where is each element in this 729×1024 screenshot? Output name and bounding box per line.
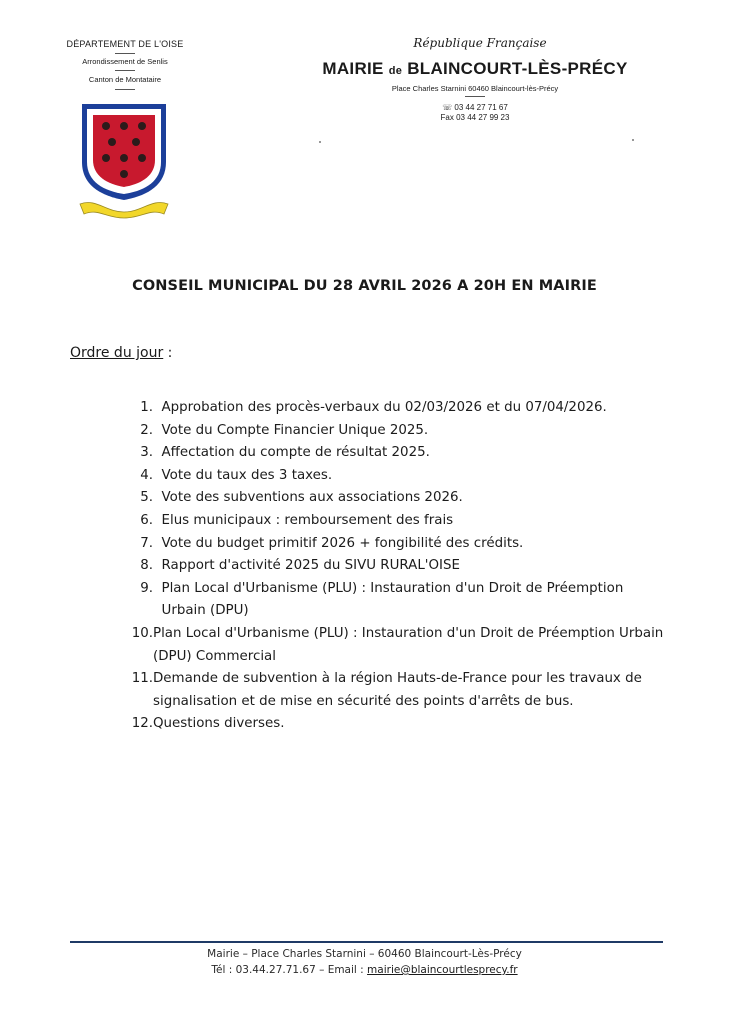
coat-of-arms-icon	[76, 100, 172, 220]
agenda-text: Demande de subvention à la région Hauts-de-France pour les travaux de signalisation et de mise en sécurité des points d'arrêts de bus.	[153, 671, 642, 709]
agenda-item	[125, 713, 670, 736]
agenda-text: Approbation des procès-verbaux du 02/03/2026 et du 07/04/2026.	[161, 400, 607, 415]
page-title: CONSEIL MUNICIPAL DU 28 AVRIL 2026 A 20H EN MAIRIE	[132, 278, 597, 294]
agenda-number: 4.	[140, 467, 153, 483]
agenda-item	[125, 420, 670, 443]
agenda-text: Vote du taux des 3 taxes.	[161, 467, 333, 483]
agenda-item	[125, 668, 670, 713]
footer-address: Mairie – Place Charles Starnini – 60460 Blaincourt-Lès-Précy	[207, 948, 522, 960]
agenda-text: Vote du Compte Financier Unique 2025.	[161, 422, 429, 438]
agenda-text: Vote du budget primitif 2026 + fongibilité des crédits.	[161, 535, 524, 551]
mairie-prefix: MAIRIE	[322, 59, 384, 78]
agenda-item	[125, 578, 670, 623]
agenda-text: Questions diverses.	[153, 716, 285, 732]
header-divider	[465, 96, 485, 97]
header-divider	[115, 53, 135, 54]
agenda-number: 12.	[131, 716, 153, 732]
mairie-title	[310, 59, 640, 79]
agenda-number: 9.	[140, 580, 153, 596]
phone-number: ☏ 03 44 27 71 67	[442, 103, 508, 112]
header-divider	[115, 89, 135, 90]
department-name: DÉPARTEMENT DE L'OISE	[66, 39, 184, 49]
fax-number: Fax 03 44 27 99 23	[440, 113, 510, 122]
footer-contact	[0, 964, 729, 976]
scan-speck	[319, 141, 321, 143]
footer-divider	[70, 941, 663, 943]
agenda-text: Elus municipaux : remboursement des frais	[161, 512, 454, 528]
agenda-number: 10.	[131, 625, 153, 641]
agenda-text: Plan Local d'Urbanisme (PLU) : Instauration d'un Droit de Préemption Urbain (DPU) Commercial	[153, 625, 664, 664]
agenda-number: 6.	[140, 512, 153, 528]
agenda-number: 8.	[140, 558, 153, 574]
agenda-item	[125, 397, 670, 420]
mairie-name: BLAINCOURT-LÈS-PRÉCY	[407, 59, 628, 78]
mairie-de: de	[388, 65, 403, 77]
arrondissement: Arrondissement de Senlis	[82, 57, 168, 66]
agenda-item	[125, 465, 670, 488]
agenda-item	[125, 442, 670, 465]
agenda-number: 11.	[131, 671, 153, 687]
agenda-text: Rapport d'activité 2025 du SIVU RURAL'OISE	[161, 558, 460, 574]
mairie-address: Place Charles Starnini 60460 Blaincourt-lès-Précy	[391, 84, 559, 93]
ordre-suffix: :	[163, 345, 173, 361]
footer-email-link[interactable]: mairie@blaincourtlesprecy.fr	[367, 964, 518, 976]
ordre-label: Ordre du jour	[70, 345, 164, 361]
agenda-item	[125, 555, 670, 578]
agenda-number: 7.	[140, 535, 153, 551]
republique-francaise: République Française	[413, 36, 547, 50]
agenda-item	[125, 510, 670, 533]
header-divider	[115, 70, 135, 71]
agenda-list	[125, 397, 670, 736]
footer-phone: Tél : 03.44.27.71.67 – Email :	[211, 964, 368, 976]
agenda-number: 1.	[140, 400, 153, 415]
agenda-text: Plan Local d'Urbanisme (PLU) : Instauration d'un Droit de Préemption Urbain (DPU)	[161, 580, 624, 619]
canton: Canton de Montataire	[88, 75, 162, 84]
agenda-number: 5.	[140, 490, 153, 506]
agenda-item	[125, 487, 670, 510]
agenda-item	[125, 623, 670, 668]
agenda-number: 2.	[140, 422, 153, 438]
agenda-item	[125, 533, 670, 556]
agenda-number: 3.	[140, 445, 153, 461]
agenda-text: Affectation du compte de résultat 2025.	[161, 445, 430, 461]
ordre-du-jour-heading	[70, 345, 172, 361]
agenda-text: Vote des subventions aux associations 2026.	[161, 490, 463, 506]
scan-speck	[632, 139, 634, 141]
contact-block	[400, 103, 550, 123]
